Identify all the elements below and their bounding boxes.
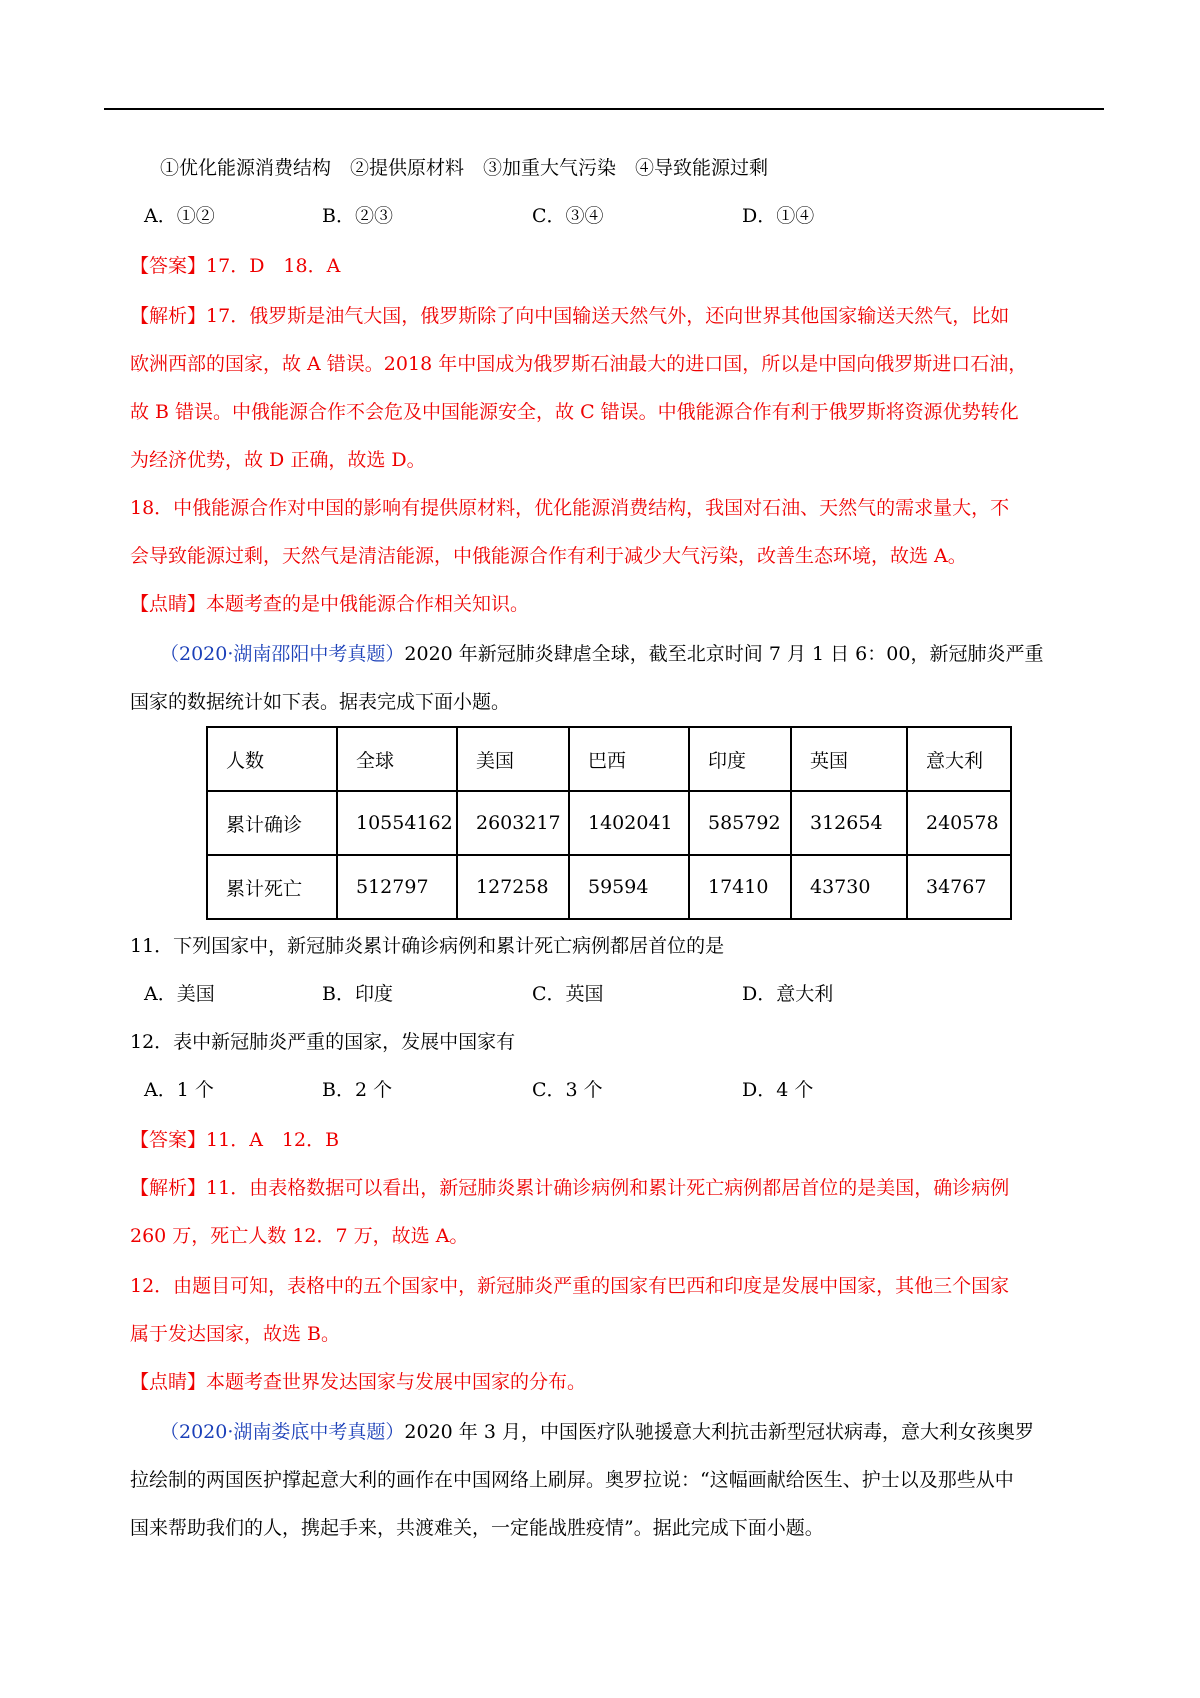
analysis-18-line-1: 18．中俄能源合作对中国的影响有提供原材料，优化能源消费结构，我国对石油、天然气的需求量大，不 — [130, 497, 1010, 519]
question-12: 12．表中新冠肺炎严重的国家，发展中国家有 — [130, 1031, 516, 1053]
analysis-tag: 【解析】 — [130, 1177, 207, 1199]
analysis-17-line-2: 欧洲西部的国家，故 A 错误。2018 年中国成为俄罗斯石油最大的进口国，所以是中国向俄罗斯进口石油， — [130, 353, 1028, 375]
answer-17-18 — [130, 252, 340, 280]
analysis-18-line-2: 会导致能源过剩，天然气是清洁能源，中俄能源合作有利于减少大气污染，改善生态环境，故选 A。 — [130, 545, 967, 567]
next-intro-1: 2020 年 3 月，中国医疗队驰援意大利抗击新型冠状病毒，意大利女孩奥罗 — [404, 1421, 1034, 1443]
q11-option-d: D．意大利 — [742, 983, 834, 1005]
q18-option-a: A．①② — [144, 205, 215, 227]
q12-option-a: A．1 个 — [144, 1079, 214, 1101]
q18-option-b: B．②③ — [322, 205, 393, 227]
table-cell: 312654 — [791, 791, 907, 855]
table-cell: 全球 — [337, 727, 457, 791]
analysis-tag: 【解析】 — [130, 305, 207, 327]
table-header-row — [207, 727, 1011, 791]
analysis-12-line-2: 属于发达国家，故选 B。 — [130, 1323, 341, 1345]
answer-tag: 【答案】 — [130, 1129, 207, 1151]
table-row — [207, 791, 1011, 855]
source-label: （2020·湖南邵阳中考真题） — [160, 643, 405, 665]
next-intro-2: 拉绘制的两国医护撑起意大利的画作在中国网络上刷屏。奥罗拉说：“这幅画献给医生、护士以及那些从中 — [130, 1469, 1014, 1491]
table-cell: 17410 — [689, 855, 791, 919]
q12-option-d: D．4 个 — [742, 1079, 814, 1101]
q18-items: ①优化能源消费结构 ②提供原材料 ③加重大气污染 ④导致能源过剩 — [160, 157, 769, 179]
table-cell: 英国 — [791, 727, 907, 791]
analysis-17-line-3: 故 B 错误。中俄能源合作不会危及中国能源安全，故 C 错误。中俄能源合作有利于俄罗斯将资源优势转化 — [130, 401, 1019, 423]
table-cell: 10554162 — [337, 791, 457, 855]
source-label: （2020·湖南娄底中考真题） — [160, 1421, 405, 1443]
covid-data-table — [206, 726, 1012, 920]
source-loudi — [160, 1418, 1034, 1446]
q12-option-b: B．2 个 — [322, 1079, 393, 1101]
q18-option-d: D．①④ — [742, 205, 815, 227]
answer-text: 17．D 18．A — [206, 255, 341, 277]
table-cell: 34767 — [907, 855, 1011, 919]
table-cell: 512797 — [337, 855, 457, 919]
analysis-11-line-1 — [130, 1174, 1009, 1202]
table-cell: 2603217 — [457, 791, 569, 855]
table-cell: 意大利 — [907, 727, 1011, 791]
next-intro-3: 国来帮助我们的人，携起手来，共渡难关，一定能战胜疫情”。据此完成下面小题。 — [130, 1517, 824, 1539]
table-cell: 累计死亡 — [207, 855, 337, 919]
table-cell: 240578 — [907, 791, 1011, 855]
table-row — [207, 855, 1011, 919]
tip-tag: 【点睛】 — [130, 1371, 207, 1393]
answer-text: 11．A 12．B — [206, 1129, 340, 1151]
table-cell: 印度 — [689, 727, 791, 791]
analysis-17-line-1 — [130, 302, 1009, 330]
analysis-text: 11．由表格数据可以看出，新冠肺炎累计确诊病例和累计死亡病例都居首位的是美国，确诊病例 — [206, 1177, 1010, 1199]
answer-tag: 【答案】 — [130, 255, 207, 277]
analysis-text: 17．俄罗斯是油气大国，俄罗斯除了向中国输送天然气外，还向世界其他国家输送天然气，比如 — [206, 305, 1010, 327]
table-cell: 585792 — [689, 791, 791, 855]
q11-option-c: C．英国 — [532, 983, 604, 1005]
analysis-11-line-2: 260 万，死亡人数 12．7 万，故选 A。 — [130, 1225, 469, 1247]
intro-text-1: 2020 年新冠肺炎肆虐全球，截至北京时间 7 月 1 日 6：00，新冠肺炎严重 — [404, 643, 1044, 665]
tip-tag: 【点睛】 — [130, 593, 207, 615]
q18-option-c: C．③④ — [532, 205, 604, 227]
table-cell: 43730 — [791, 855, 907, 919]
tip-17-18 — [130, 590, 529, 618]
q12-option-c: C．3 个 — [532, 1079, 603, 1101]
tip-text: 本题考查的是中俄能源合作相关知识。 — [206, 593, 530, 615]
table-cell: 1402041 — [569, 791, 689, 855]
header-rule — [104, 108, 1104, 110]
table-cell: 127258 — [457, 855, 569, 919]
tip-11-12 — [130, 1368, 586, 1396]
answer-11-12 — [130, 1126, 339, 1154]
table-cell: 美国 — [457, 727, 569, 791]
table-cell: 59594 — [569, 855, 689, 919]
table-cell: 累计确诊 — [207, 791, 337, 855]
q11-option-a: A．美国 — [144, 983, 215, 1005]
intro-text-2: 国家的数据统计如下表。据表完成下面小题。 — [130, 691, 511, 713]
question-11: 11．下列国家中，新冠肺炎累计确诊病例和累计死亡病例都居首位的是 — [130, 935, 725, 957]
analysis-12-line-1: 12．由题目可知，表格中的五个国家中，新冠肺炎严重的国家有巴西和印度是发展中国家，其他三个国家 — [130, 1275, 1010, 1297]
tip-text: 本题考查世界发达国家与发展中国家的分布。 — [206, 1371, 587, 1393]
source-shaoyang — [160, 640, 1043, 668]
table-cell: 人数 — [207, 727, 337, 791]
table-cell: 巴西 — [569, 727, 689, 791]
q11-option-b: B．印度 — [322, 983, 393, 1005]
analysis-17-line-4: 为经济优势，故 D 正确，故选 D。 — [130, 449, 426, 471]
